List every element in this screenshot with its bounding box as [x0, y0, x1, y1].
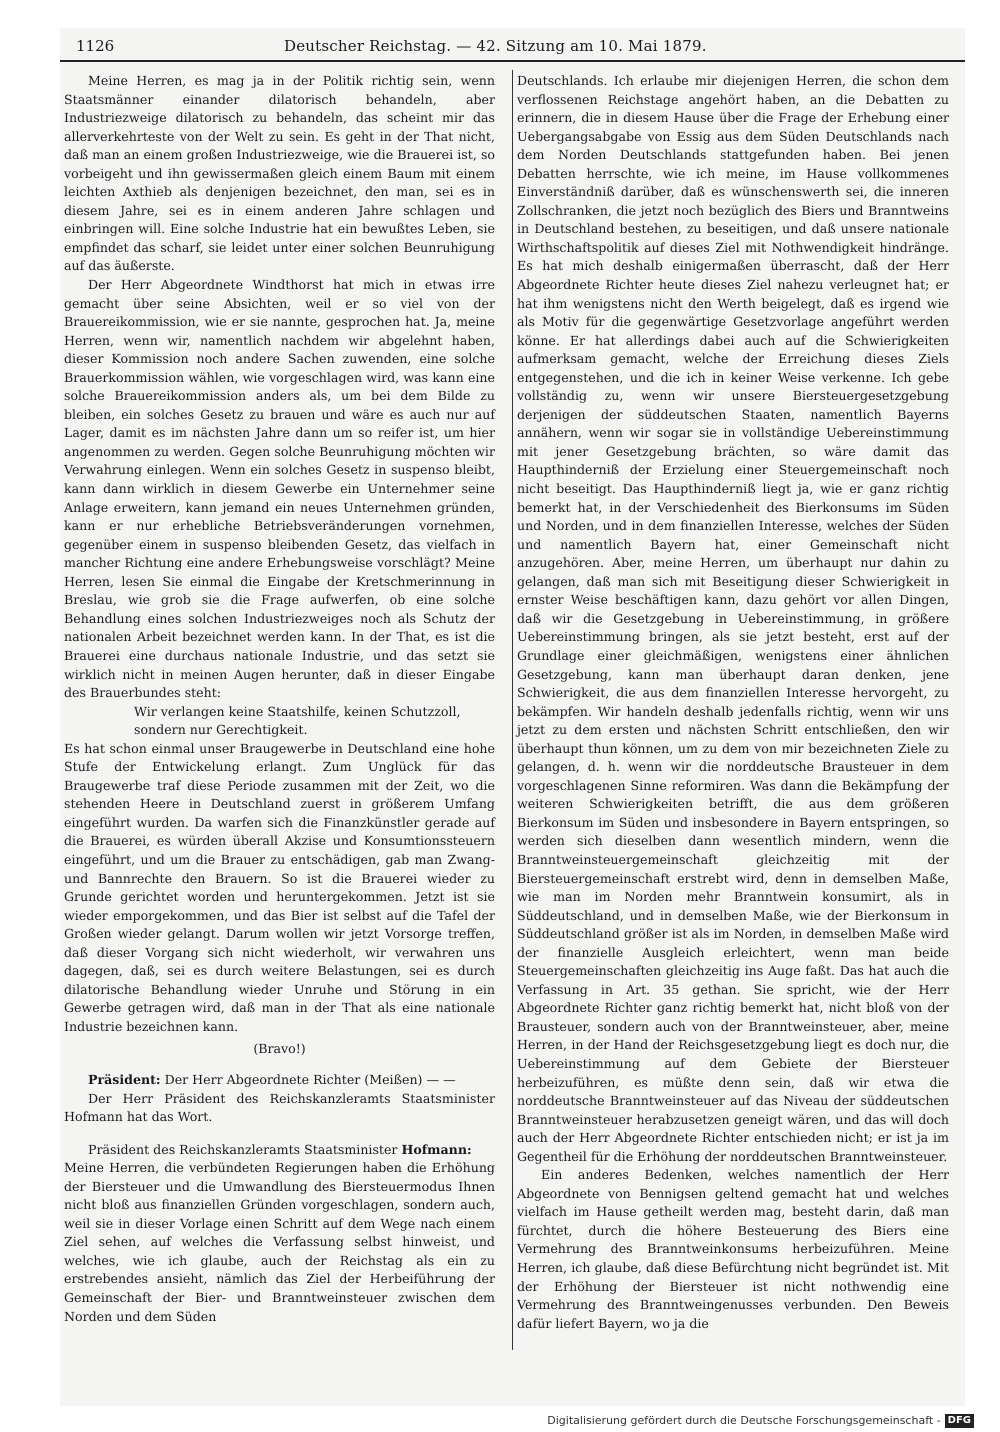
running-head: Deutscher Reichstag. — 42. Sitzung am 10. Mai 1879. [284, 37, 707, 55]
speaker-name: Hofmann: [401, 1141, 472, 1157]
paragraph: Meine Herren, es mag ja in der Politik richtig sein, wenn Staatsmänner einander dilatorisch behandeln, aber Industriezweige dilatorisch zu behandeln, das scheint mir das allerverkehrteste von der Welt zu sein. Es geht in der That nicht, daß man an einem großen Industriezweige, wie die Brauerei ist, so vorbeigeht und ihn gewissermaßen gleich einem Baum mit einem leichten Axthieb als denjenigen bezeichnet, den man, sei es in diesem Jahre, sei es in einem anderen Jahre schlagen und einbringen will. Eine solche Industrie hat ein bewußtes Leben, sie empfindet das scharf, sie leidet unter einer solchen Beunruhigung auf das äußerste. [64, 73, 495, 274]
quotation [64, 703, 495, 740]
quote-line: Wir verlangen keine Staatshilfe, keinen Schutzzoll, [134, 703, 461, 719]
left-column [64, 72, 495, 1326]
column-divider [512, 70, 513, 1350]
dfg-logo: DFG [945, 1414, 974, 1428]
applause-note: (Bravo!) [253, 1041, 306, 1057]
paragraph: Der Herr Präsident des Reichskanzleramts Staatsminister Hofmann hat das Wort. [64, 1090, 495, 1125]
speaker-heading [64, 1141, 495, 1160]
page-number: 1126 [76, 37, 115, 55]
header-rule [60, 60, 965, 62]
president-remark [64, 1071, 495, 1090]
paragraph: Deutschlands. Ich erlaube mir diejenigen Herren, die schon dem verflossenen Reichstage angehört haben, an die Debatten zu erinnern, die in diesem Hause über die Frage der Erhebung einer Uebergangsabgabe von Essig aus dem Süden Deutschlands nach dem Norden Deutschlands stattgefunden haben. Bei jenen Debatten herrschte, wie ich meine, im Hause vollkommenes Einverständniß darüber, daß es wünschenswerth sei, die inneren Zollschranken, die jetzt noch bezüglich des Biers und Branntweins in Deutschland bestehen, zu beseitigen, und daß unsere nationale Wirthschaftspolitik auf dieses Ziel mit Nothwendigkeit hindränge. Es hat mich deshalb einigermaßen überrascht, daß der Herr Abgeordnete Richter heute dieses Ziel nahezu verleugnet hat; er hat ihm wenigstens nicht den Werth beigelegt, daß es irgend wie als Motiv für die gegenwärtige Gesetzvorlage angeführt werden könne. Er hat allerdings dabei auch auf die Schwierigkeiten aufmerksam gemacht, welche der Erreichung dieses Ziels entgegenstehen, und die ich in keiner Weise verkenne. Ich gebe vollständig zu, wenn wir unsere Biersteuergesetzgebung derjenigen der süddeutschen Staaten, namentlich Bayerns annähern, wenn wir sogar sie in vollständige Uebereinstimmung mit jener Gesetzgebung brächten, so wäre damit das Haupthinderniß der Erzielung einer Steuergemeinschaft noch nicht beseitigt. Das Haupthinderniß liegt ja, wie er ganz richtig bemerkt hat, in der Verschiedenheit des Bierkonsums im Süden und Norden, und in dem finanziellen Interesse, welches der Süden und namentlich Bayern hat, einer Gemeinschaft nicht anzugehören. Aber, meine Herren, um überhaupt nur dahin zu gelangen, daß man sich mit Beseitigung dieser Schwierigkeit in ernster Weise beschäftigen kann, dazu gehört vor allen Dingen, daß wir die Gesetzgebung in Uebereinstimmung, in größere Uebereinstimmung bringen, als sie jetzt besteht, erst auf der Grundlage einer gleichmäßigen, wenigstens einer ähnlichen Gesetzgebung, kann man überhaupt daran denken, jene Schwierigkeit, die aus dem finanziellen Interesse hervorgeht, zu bekämpfen. Wir handeln deshalb jedenfalls richtig, wenn wir uns jetzt zu dem ersten und nächsten Schritt entschließen, den wir überhaupt thun können, um zu dem von mir bezeichneten Ziele zu gelangen, d. h. wenn wir die norddeutsche Brausteuer in dem vorgeschlagenen Sinne reformiren. Was dann die Bekämpfung der weiteren Schwierigkeiten betrifft, die aus dem größeren Bierkonsum im Süden und insbesondere in Bayern entspringen, so werden sich dieselben dann wesentlich mindern, wenn die Branntweinsteuergemeinschaft gleichzeitig mit der Biersteuergemeinschaft erstrebt wird, denn in demselben Maße, wie man im Norden mehr Branntwein konsumirt, als in Süddeutschland, und in demselben Maße, wie der Bierkonsum in Süddeutschland größer ist als im Norden, in demselben Maße wird der finanzielle Ausgleich erleichtert, wenn man beide Steuergemeinschaften gleichzeitig ins Auge faßt. Das hat auch die Verfassung in Art. 35 gethan. Sie spricht, wie der Herr Abgeordnete Richter ganz richtig bemerkt hat, nicht bloß von der Brausteuer, sondern auch von der Branntweinsteuer, aber, meine Herren, in der Hand der Reichsgesetzgebung liegt es doch nur, die Uebereinstimmung auf dem Gebiete der Biersteuer herbeizuführen, es müßte denn sein, daß wir etwa die norddeutsche Branntweinsteuer auf das Niveau der süddeutschen Branntweinsteuer herabzusetzen geneigt wären, und das will doch auch der Herr Abgeordnete Richter entschieden nicht; er ist ja im Gegentheil für die Erhöhung der norddeutschen Branntweinsteuer. [517, 73, 949, 1164]
paragraph: Es hat schon einmal unser Braugewerbe in Deutschland eine hohe Stufe der Entwickelung erlangt. Zum Unglück für das Braugewerbe traf diese Periode zusammen mit der Zeit, wo die stehenden Heere in Deutschland zuerst in größerem Umfang eingeführt wurden. Da warfen sich die Finanzkünstler gerade auf die Brauerei, es würden überall Akzise und Konsumtionssteuern eingeführt, und um die Brauer zu entschädigen, gab man Zwang- und Bannrechte den Brauern. So ist die Brauerei wieder zu Grunde gerichtet worden und heruntergekommen. Jetzt ist sie wieder emporgekommen, und das Bier ist selbst auf die Tafel der Großen wieder gelangt. Darum wollen wir jetzt Vorsorge treffen, daß dieser Vorgang sich nicht wiederholt, wir verwahren uns dagegen, daß, sei es durch weitere Belastungen, sei es durch dilatorische Behandlung wieder Unruhe und Störung in ein Gewerbe getragen wird, daß man in der That als eine nationale Industrie bezeichnen kann. [64, 740, 495, 1034]
speaker-title: Präsident des Reichskanzleramts Staatsminister [88, 1141, 398, 1157]
right-column [517, 72, 949, 1333]
paragraph: Der Herr Abgeordnete Windthorst hat mich in etwas irre gemacht über seine Absichten, weil er so viel von der Brauereikommission, wie er sie nannte, gesprochen hat. Ja, meine Herren, wenn wir, namentlich nachdem wir abgelehnt haben, dieser Kommission noch andere Sachen zuwenden, eine solche Brauerkommission wählen, wie vorgeschlagen wird, was kann eine solche Brauereikommission anders als, um bei dem Bilde zu bleiben, ein solches Gesetz zu brauen und wäre es auch nur auf Lager, damit es im nächsten Jahre dann um so reifer ist, um hier angenommen zu werden. Gegen solche Beunruhigung möchten wir Verwahrung einlegen. Wenn ein solches Gesetz in suspenso bleibt, kann dann wirklich in diesem Gewerbe ein Unternehmer seine Anlage erweitern, kann jemand ein neues Unternehmen gründen, kann er nur erhebliche Betriebsveränderungen vornehmen, gegenüber einem in suspenso bleibenden Gesetz, das vielfach in mancher Richtung eine andere Erhebungsweise vorschlägt? Meine Herren, lesen Sie einmal die Eingabe der Kretschmerinnung in Breslau, wie grob sie die Frage aufwerfen, ob eine solche Behandlung eines solchen Industriezweiges noch als Schutz der nationalen Arbeit bezeichnet werden kann. In der That, es ist die Brauerei eine durchaus nationale Industrie, und das setzt sie wirklich nicht in meinen Augen herunter, daß in dieser Eingabe des Brauerbundes steht: [64, 277, 495, 701]
spacer [64, 1127, 495, 1141]
paragraph: Meine Herren, die verbündeten Regierungen haben die Erhöhung der Biersteuer und die Umwandlung des Biersteuermodus Ihnen nicht bloß aus finanziellen Gründen vorgeschlagen, sondern auch, weil sie in dieser Vorlage einen Schritt auf dem Wege nach einem Ziel sehen, auf welches die Verfassung selbst hinweist, und welches, wie ich glaube, auch der Reichstag als ein zu erstrebendes ansieht, nämlich das Ziel der Herbeiführung der Gemeinschaft der Bier- und Branntweinsteuer zwischen dem Norden und dem Süden [64, 1160, 495, 1324]
footer-text: Digitalisierung gefördert durch die Deutsche Forschungsgemeinschaft - [547, 1414, 941, 1427]
footer-credit [0, 1410, 1000, 1432]
quote-line: sondern nur Gerechtigkeit. [134, 722, 308, 738]
paragraph: Ein anderes Bedenken, welches namentlich der Herr Abgeordnete von Bennigsen geltend gemacht hat und welches vielfach im Hause getheilt werden mag, besteht darin, daß man fürchtet, durch die höhere Besteuerung des Biers eine Vermehrung des Branntweinkonsums herbeizuführen. Meine Herren, ich glaube, daß diese Befürchtung nicht begründet ist. Mit der Erhöhung der Biersteuer ist nicht nothwendig eine Vermehrung des Branntweingenusses verbunden. Den Beweis dafür liefert Bayern, wo ja die [517, 1167, 949, 1331]
speaker-label: Präsident: [88, 1071, 161, 1087]
remark-text: Der Herr Abgeordnete Richter (Meißen) — — [164, 1071, 456, 1087]
